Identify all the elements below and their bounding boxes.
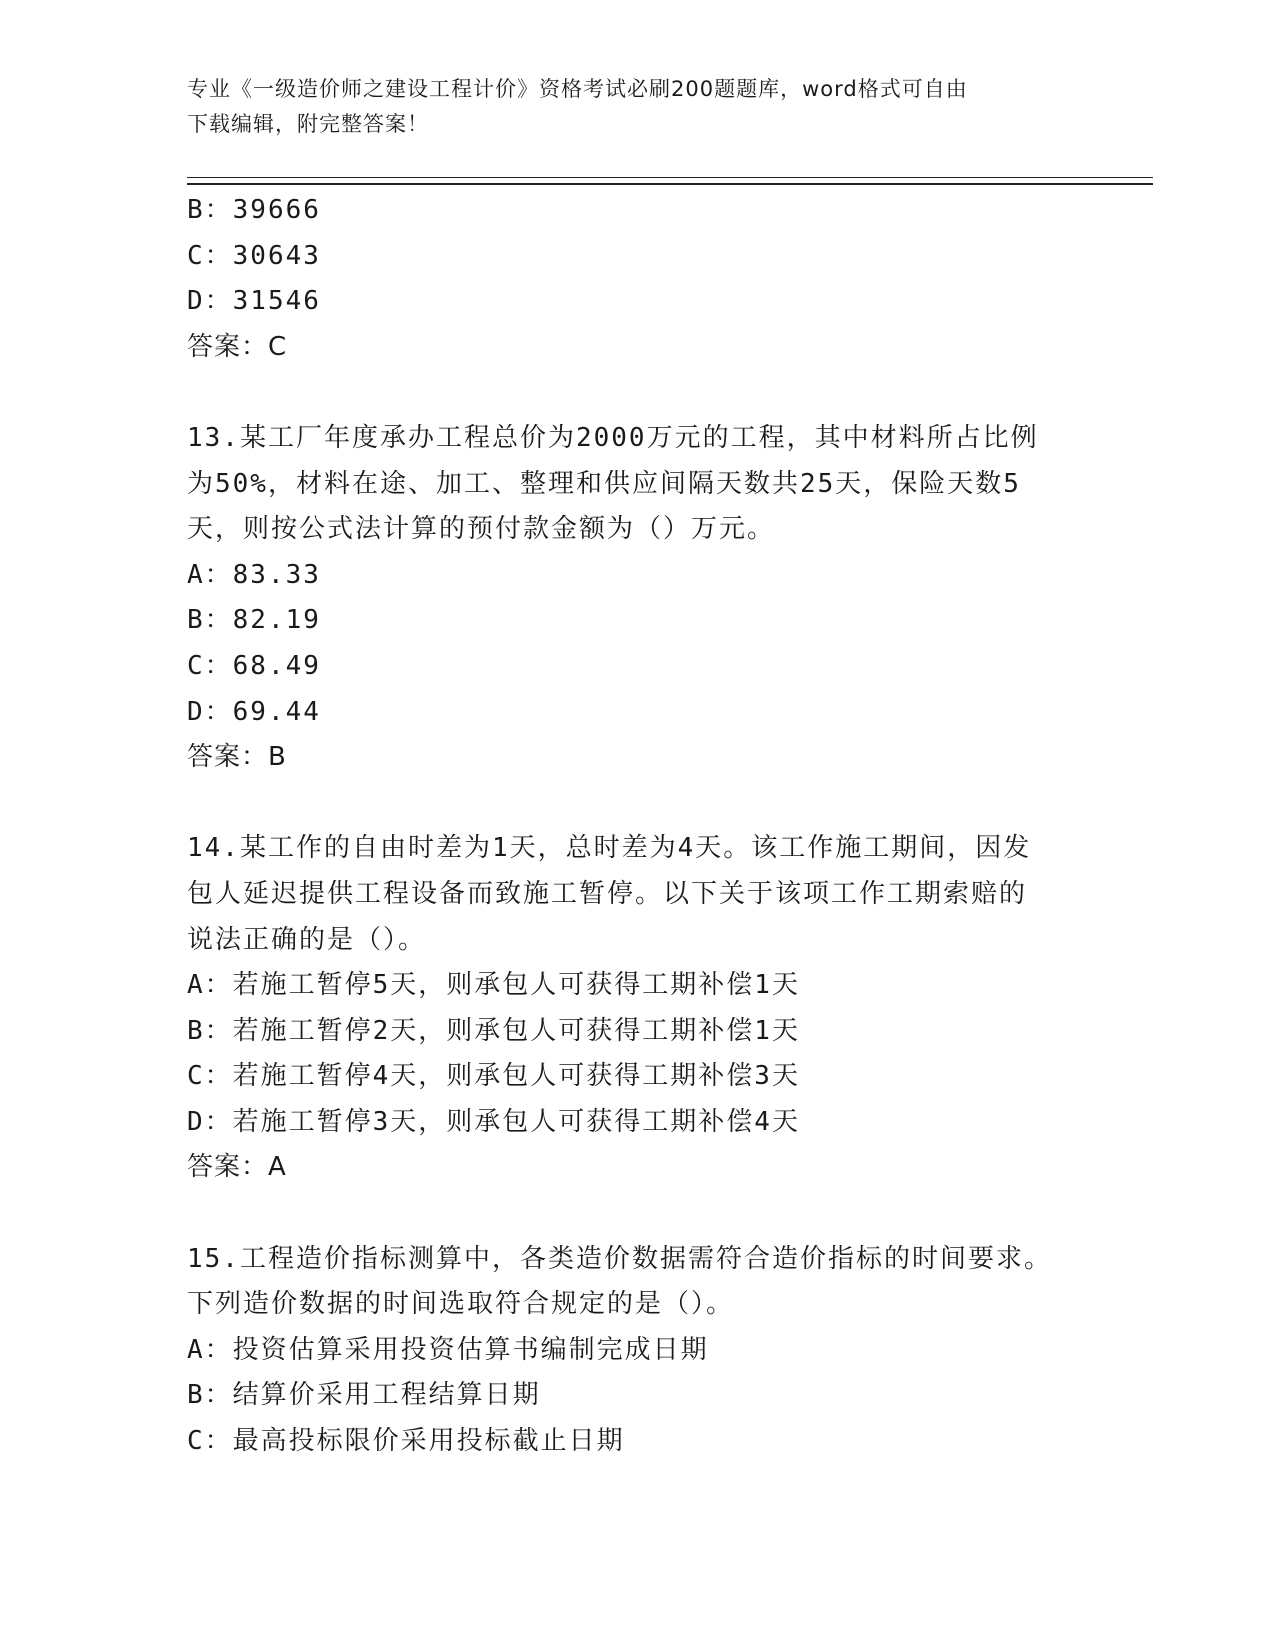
question-text-line: 为50%，材料在途、加工、整理和供应间隔天数共25天，保险天数5	[187, 468, 1021, 499]
question-text-line: 天，则按公式法计算的预付款金额为（）万元。	[187, 514, 776, 545]
option-c: C：若施工暂停4天，则承包人可获得工期补偿3天	[187, 1061, 800, 1092]
spacer	[187, 781, 1087, 827]
page-header	[187, 72, 1087, 142]
question-text-line: 14.某工作的自由时差为1天，总时差为4天。该工作施工期间，因发	[187, 833, 1032, 864]
option-a: A：若施工暂停5天，则承包人可获得工期补偿1天	[187, 970, 800, 1001]
answer: 答案：C	[187, 331, 288, 362]
question-text-line: 13.某工厂年度承办工程总价为2000万元的工程，其中材料所占比例	[187, 422, 1039, 453]
spacer	[187, 1191, 1087, 1237]
option-a: A：投资估算采用投资估算书编制完成日期	[187, 1334, 709, 1365]
option-d: D：69.44	[187, 696, 321, 727]
option-d: D：若施工暂停3天，则承包人可获得工期补偿4天	[187, 1106, 800, 1137]
header-divider-thick	[187, 183, 1153, 185]
question-15	[187, 1237, 1087, 1465]
header-line-1: 专业《一级造价师之建设工程计价》资格考试必刷200题题库，word格式可自由	[187, 77, 968, 101]
option-b: B：39666	[187, 195, 321, 225]
question-content	[187, 188, 1087, 1465]
option-b: B：结算价采用工程结算日期	[187, 1380, 541, 1411]
question-text-line: 15.工程造价指标测算中，各类造价数据需符合造价指标的时间要求。	[187, 1243, 1052, 1274]
spacer	[187, 370, 1087, 416]
option-b: B：若施工暂停2天，则承包人可获得工期补偿1天	[187, 1015, 800, 1046]
header-line-2: 下载编辑，附完整答案！	[187, 112, 429, 136]
question-text-line: 说法正确的是（）。	[187, 924, 427, 955]
question-14	[187, 826, 1087, 1191]
question-text-line: 包人延迟提供工程设备而致施工暂停。以下关于该项工作工期索赔的	[187, 878, 1028, 909]
question-text-line: 下列造价数据的时间选取符合规定的是（）。	[187, 1289, 735, 1320]
option-c: C：最高投标限价采用投标截止日期	[187, 1426, 625, 1457]
option-d: D：31546	[187, 286, 321, 317]
option-c: C：30643	[187, 240, 321, 271]
question-13	[187, 416, 1087, 781]
answer: 答案：A	[187, 1152, 287, 1183]
answer: 答案：B	[187, 742, 287, 773]
header-divider-thin	[187, 177, 1153, 178]
option-c: C：68.49	[187, 650, 321, 681]
question-12-tail	[187, 188, 1087, 370]
option-a: A：83.33	[187, 559, 321, 590]
option-b: B：82.19	[187, 605, 321, 636]
